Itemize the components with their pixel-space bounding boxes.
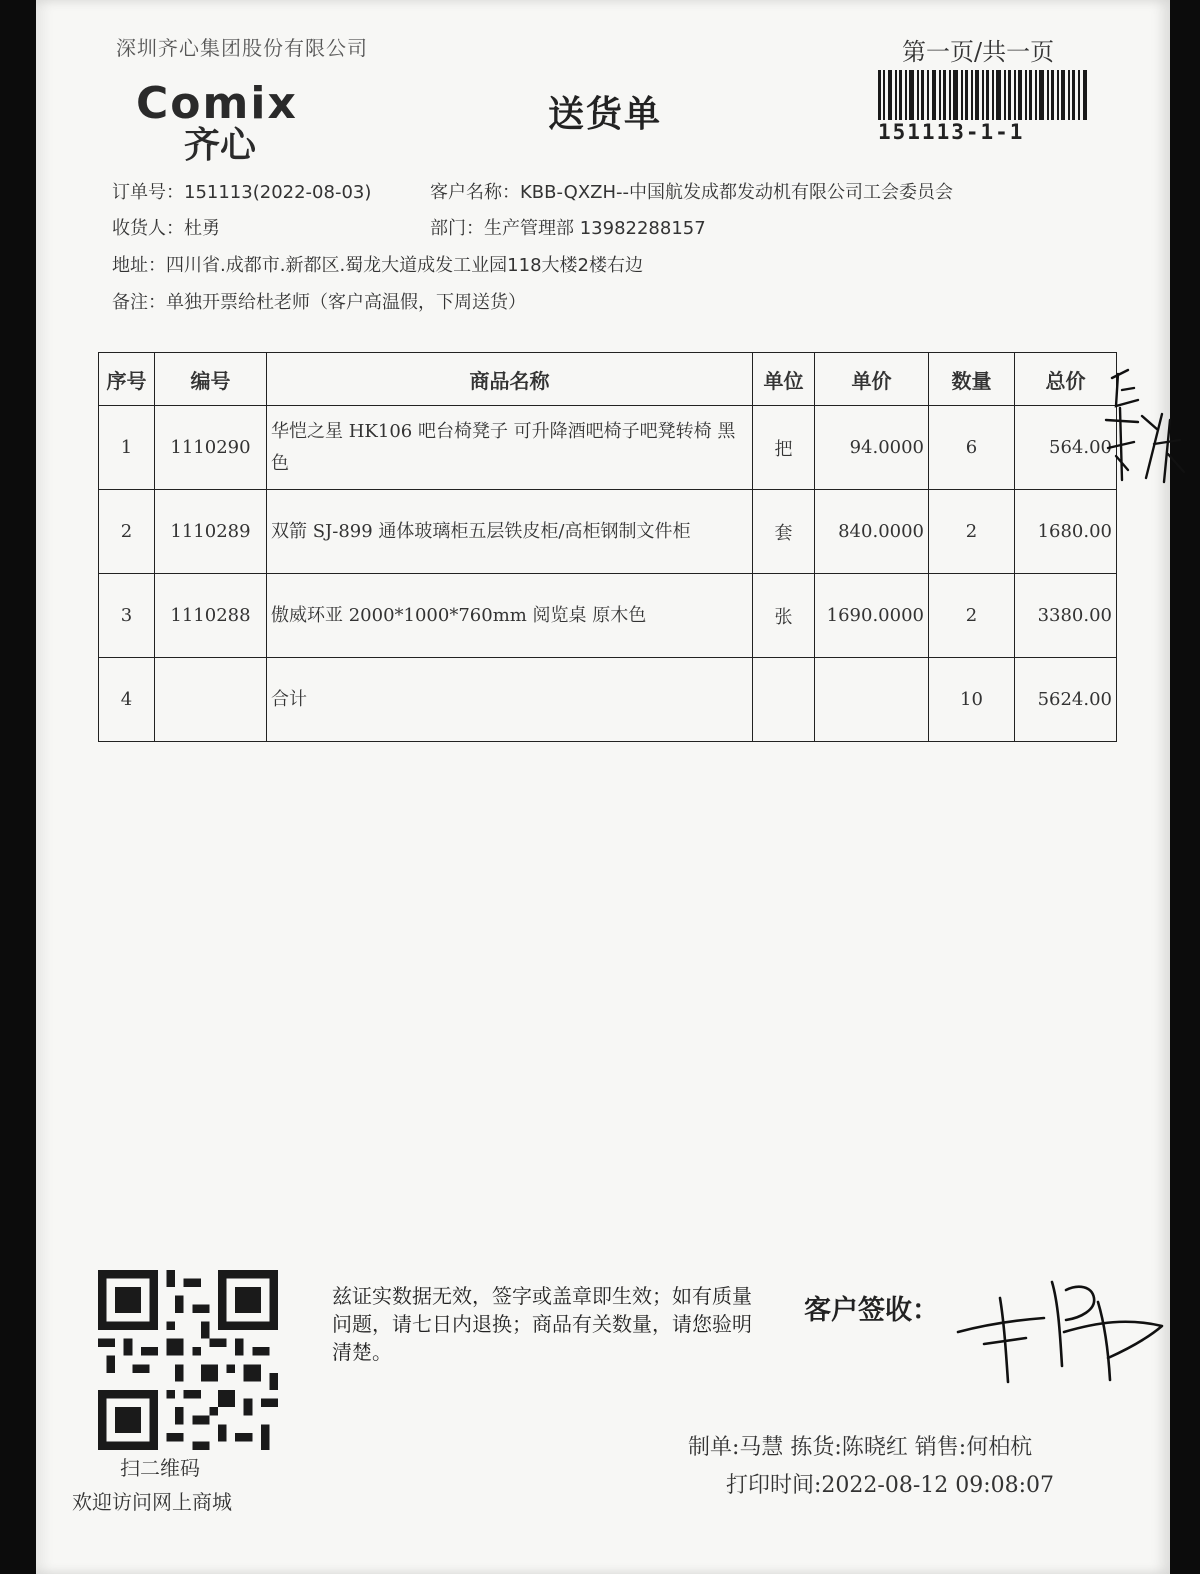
receiver xyxy=(112,214,220,240)
qr-caption-welcome: 欢迎访问网上商城 xyxy=(72,1490,232,1514)
cell-qty: 2 xyxy=(929,490,1015,574)
receiver-label: 收货人： xyxy=(112,218,184,239)
logo-cn-text: 齐心 xyxy=(184,125,257,166)
cell-code: 1110290 xyxy=(155,406,267,490)
cell-price: 94.0000 xyxy=(815,406,929,490)
cell-no: 1 xyxy=(99,406,155,490)
table-total-row xyxy=(99,658,1117,742)
cell-name: 合计 xyxy=(267,658,753,742)
address-value: 四川省.成都市.新都区.蜀龙大道成发工业园118大楼2楼右边 xyxy=(166,255,643,276)
order-number xyxy=(112,178,371,204)
cell-price xyxy=(815,658,929,742)
table-row xyxy=(99,490,1117,574)
cell-unit: 套 xyxy=(753,490,815,574)
print-time: 打印时间:2022-08-12 09:08:07 xyxy=(726,1473,1055,1498)
handwritten-mark-icon xyxy=(1098,360,1188,510)
cell-qty: 2 xyxy=(929,574,1015,658)
cell-total: 3380.00 xyxy=(1015,574,1117,658)
cell-total: 564.00 xyxy=(1015,406,1117,490)
company-name: 深圳齐心集团股份有限公司 xyxy=(116,36,368,60)
header-qty: 数量 xyxy=(929,353,1015,406)
customer-sign-label: 客户签收： xyxy=(804,1295,939,1326)
table-header-row xyxy=(99,353,1117,406)
qr-caption-scan: 扫二维码 xyxy=(120,1456,200,1480)
remark-label: 备注： xyxy=(112,292,166,313)
cell-qty: 6 xyxy=(929,406,1015,490)
cell-name: 傲威环亚 2000*1000*760mm 阅览桌 原木色 xyxy=(267,574,753,658)
cell-total: 5624.00 xyxy=(1015,658,1117,742)
header-total: 总价 xyxy=(1015,353,1117,406)
qr-code-icon xyxy=(98,1270,278,1450)
customer-value: KBB-QXZH--中国航发成都发动机有限公司工会委员会 xyxy=(520,182,954,203)
order-value: 151113(2022-08-03) xyxy=(184,182,372,203)
cell-unit xyxy=(753,658,815,742)
dept-value: 生产管理部 13982288157 xyxy=(484,218,706,239)
cell-code: 1110288 xyxy=(155,574,267,658)
address xyxy=(112,251,643,277)
cell-total: 1680.00 xyxy=(1015,490,1117,574)
barcode-number: 151113-1-1 xyxy=(878,120,1025,144)
header-name: 商品名称 xyxy=(267,353,753,406)
customer-name xyxy=(430,178,953,204)
address-label: 地址： xyxy=(112,255,166,276)
delivery-note-paper xyxy=(36,0,1170,1574)
barcode-icon xyxy=(878,70,1088,120)
cell-unit: 张 xyxy=(753,574,815,658)
comix-logo xyxy=(136,78,346,172)
staff-info: 制单:马慧 拣货:陈晓红 销售:何柏杭 xyxy=(688,1435,1033,1460)
header-unit: 单位 xyxy=(753,353,815,406)
cell-price: 1690.0000 xyxy=(815,574,929,658)
dept-label: 部门： xyxy=(430,218,484,239)
document-title: 送货单 xyxy=(548,94,663,135)
cell-no: 4 xyxy=(99,658,155,742)
cell-unit: 把 xyxy=(753,406,815,490)
cell-price: 840.0000 xyxy=(815,490,929,574)
customer-signature-icon xyxy=(948,1262,1168,1392)
items-table xyxy=(98,352,1117,742)
order-label: 订单号： xyxy=(112,182,184,203)
customer-label: 客户名称： xyxy=(430,182,520,203)
cell-no: 3 xyxy=(99,574,155,658)
cell-name: 双箭 SJ-899 通体玻璃柜五层铁皮柜/高柜钢制文件柜 xyxy=(267,490,753,574)
header-no: 序号 xyxy=(99,353,155,406)
receiver-value: 杜勇 xyxy=(184,218,220,239)
department xyxy=(430,214,706,240)
header-price: 单价 xyxy=(815,353,929,406)
logo-brand-text: Comix xyxy=(136,78,298,129)
cell-qty: 10 xyxy=(929,658,1015,742)
cell-code xyxy=(155,658,267,742)
remark-value: 单独开票给杜老师（客户高温假，下周送货） xyxy=(166,292,526,313)
table-row xyxy=(99,406,1117,490)
cell-code: 1110289 xyxy=(155,490,267,574)
header-code: 编号 xyxy=(155,353,267,406)
disclaimer-notice: 兹证实数据无效，签字或盖章即生效；如有质量问题，请七日内退换；商品有关数量，请您验明清楚。 xyxy=(332,1284,752,1364)
cell-name: 华恺之星 HK106 吧台椅凳子 可升降酒吧椅子吧凳转椅 黑色 xyxy=(267,406,753,490)
table-row xyxy=(99,574,1117,658)
cell-no: 2 xyxy=(99,490,155,574)
page-info: 第一页/共一页 xyxy=(902,38,1055,66)
remark xyxy=(112,288,526,314)
